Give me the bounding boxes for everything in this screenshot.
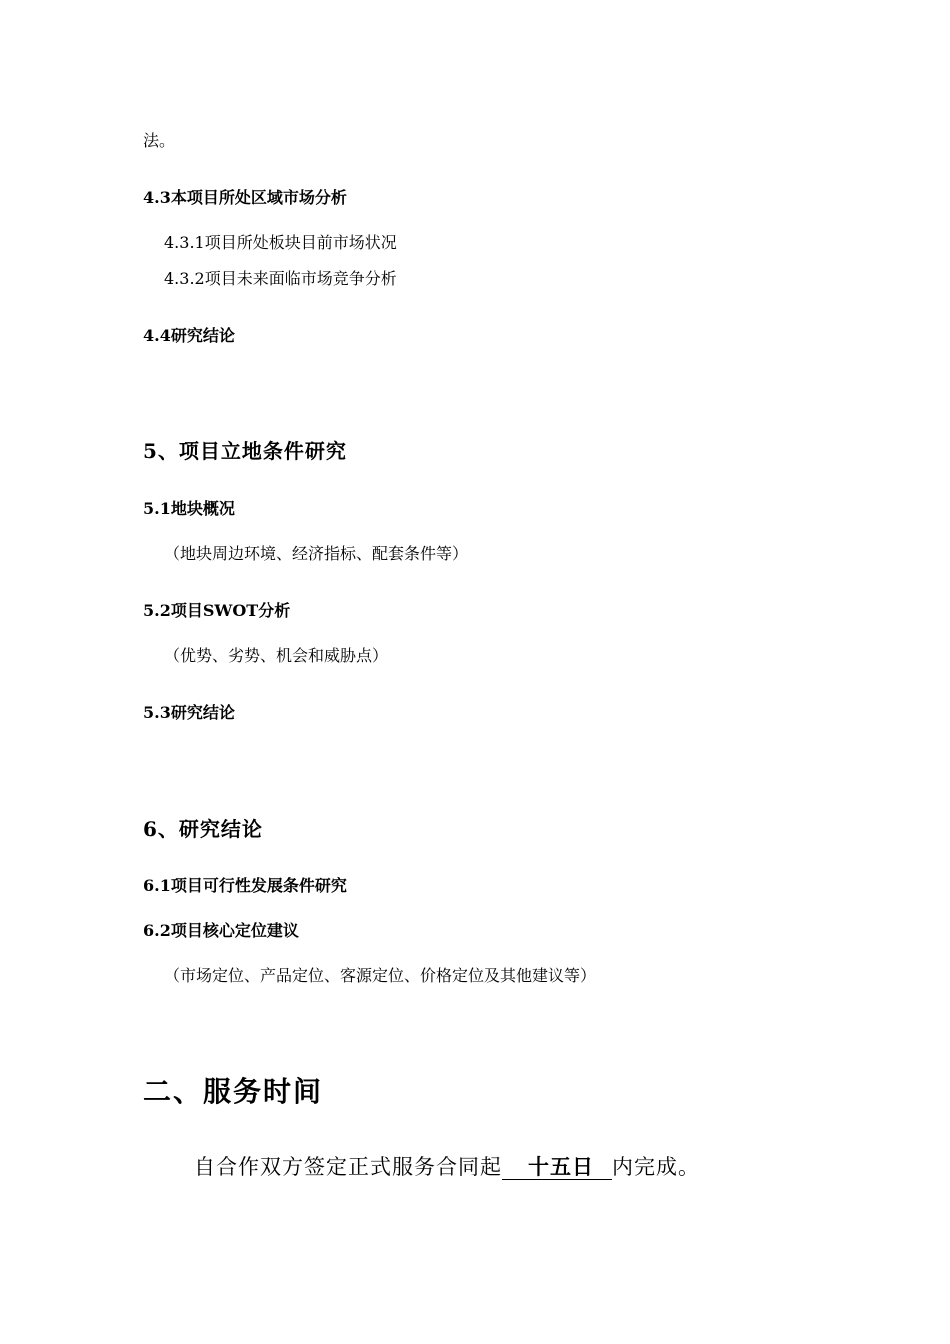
subsection-6-2-note: （市场定位、产品定位、客源定位、价格定位及其他建议等） bbox=[164, 966, 597, 985]
service-time-statement bbox=[194, 1151, 700, 1181]
chapter-service-time-heading: 二、服务时间 bbox=[143, 1075, 324, 1108]
subsection-5-3-heading: 5.3研究结论 bbox=[143, 703, 235, 722]
subsection-4-3-heading: 4.3本项目所处区域市场分析 bbox=[143, 188, 347, 207]
subsection-5-1-heading: 5.1地块概况 bbox=[143, 499, 235, 518]
subsection-4-4-heading: 4.4研究结论 bbox=[143, 326, 235, 345]
service-time-suffix: 内完成。 bbox=[612, 1155, 700, 1179]
service-period-value: 十五日 bbox=[502, 1155, 612, 1180]
subsection-6-2-heading: 6.2项目核心定位建议 bbox=[143, 921, 299, 940]
section-5-heading: 5、项目立地条件研究 bbox=[143, 439, 347, 463]
service-time-prefix: 自合作双方签定正式服务合同起 bbox=[194, 1155, 502, 1179]
continued-text-fragment: 法。 bbox=[143, 131, 176, 150]
subsection-5-2-note: （优势、劣势、机会和威胁点） bbox=[164, 646, 389, 665]
subsection-5-1-note: （地块周边环境、经济指标、配套条件等） bbox=[164, 544, 469, 563]
subsection-6-1-heading: 6.1项目可行性发展条件研究 bbox=[143, 876, 347, 895]
subsection-5-2-heading: 5.2项目SWOT分析 bbox=[143, 601, 291, 620]
section-6-heading: 6、研究结论 bbox=[143, 817, 263, 841]
item-4-3-1: 4.3.1项目所处板块目前市场状况 bbox=[164, 233, 397, 252]
item-4-3-2: 4.3.2项目未来面临市场竞争分析 bbox=[164, 269, 397, 288]
